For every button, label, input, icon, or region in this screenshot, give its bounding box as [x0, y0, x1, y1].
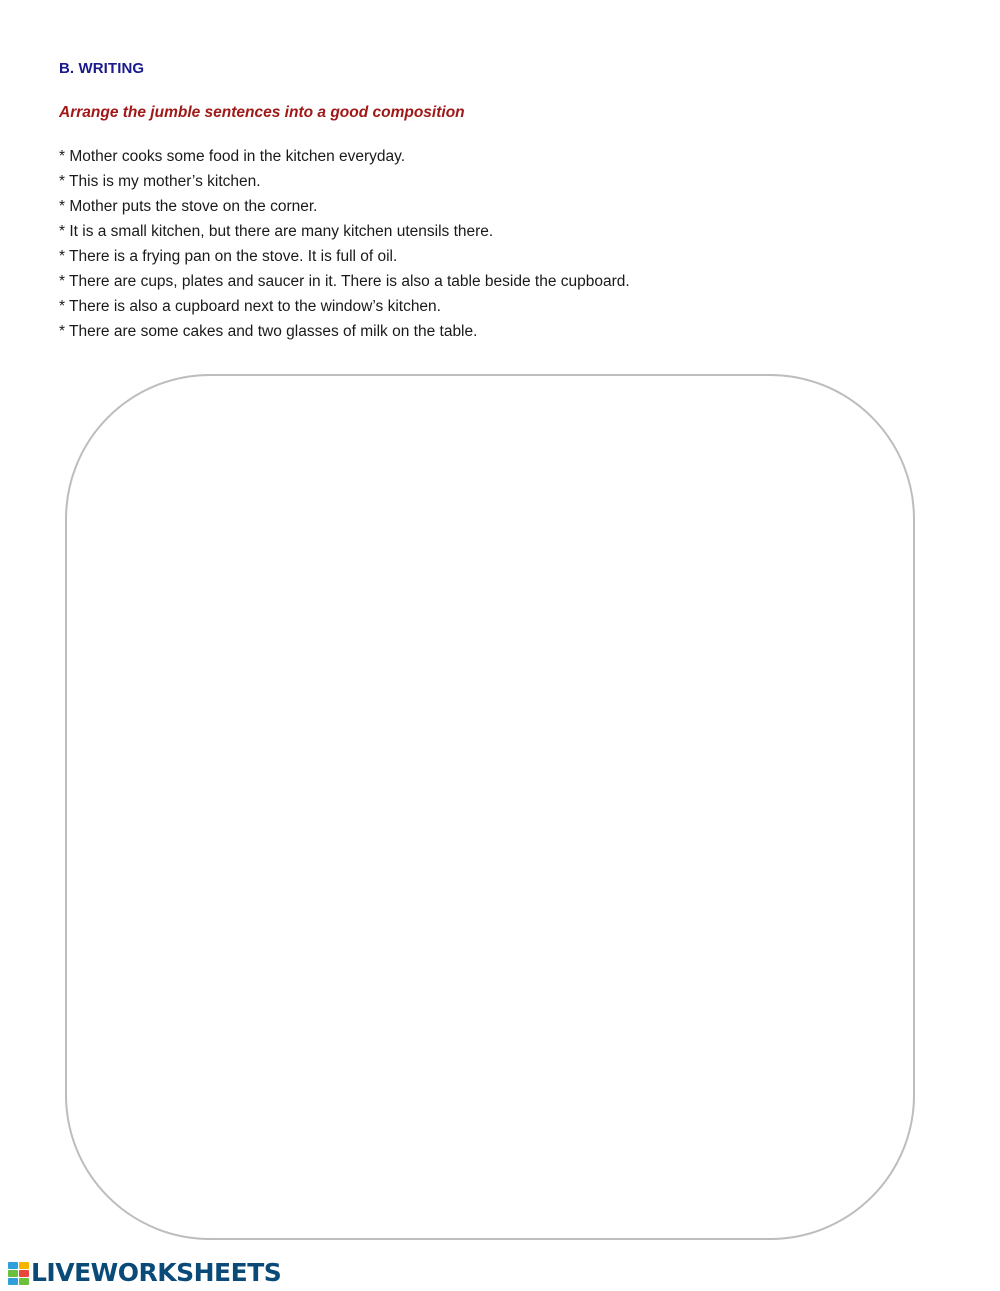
sentence-item: * There are some cakes and two glasses of milk on the table.	[59, 323, 478, 340]
logo-tile	[19, 1278, 29, 1285]
logo-tile	[19, 1270, 29, 1277]
brand-logo	[8, 1259, 281, 1287]
logo-tile	[19, 1262, 29, 1269]
sentence-item: * There is a frying pan on the stove. It is full of oil.	[59, 248, 398, 265]
sentence-item: * Mother cooks some food in the kitchen everyday.	[59, 148, 406, 165]
sentence-list	[59, 147, 630, 347]
answer-box[interactable]	[65, 374, 915, 1240]
sentence-item: * Mother puts the stove on the corner.	[59, 198, 318, 215]
sentence-item: * There are cups, plates and saucer in it. There is also a table beside the cupboard.	[59, 273, 630, 290]
brand-name: LIVEWORKSHEETS	[31, 1258, 282, 1287]
sentence-item: * It is a small kitchen, but there are many kitchen utensils there.	[59, 223, 494, 240]
liveworksheets-logo-icon	[8, 1262, 29, 1285]
instruction: Arrange the jumble sentences into a good composition	[59, 104, 465, 121]
answer-textarea[interactable]	[127, 436, 853, 1178]
logo-tile	[8, 1270, 18, 1277]
logo-tile	[8, 1278, 18, 1285]
sentence-item: * There is also a cupboard next to the window’s kitchen.	[59, 298, 441, 315]
sentence-item: * This is my mother’s kitchen.	[59, 173, 261, 190]
logo-tile	[8, 1262, 18, 1269]
section-heading: B. WRITING	[59, 60, 145, 77]
